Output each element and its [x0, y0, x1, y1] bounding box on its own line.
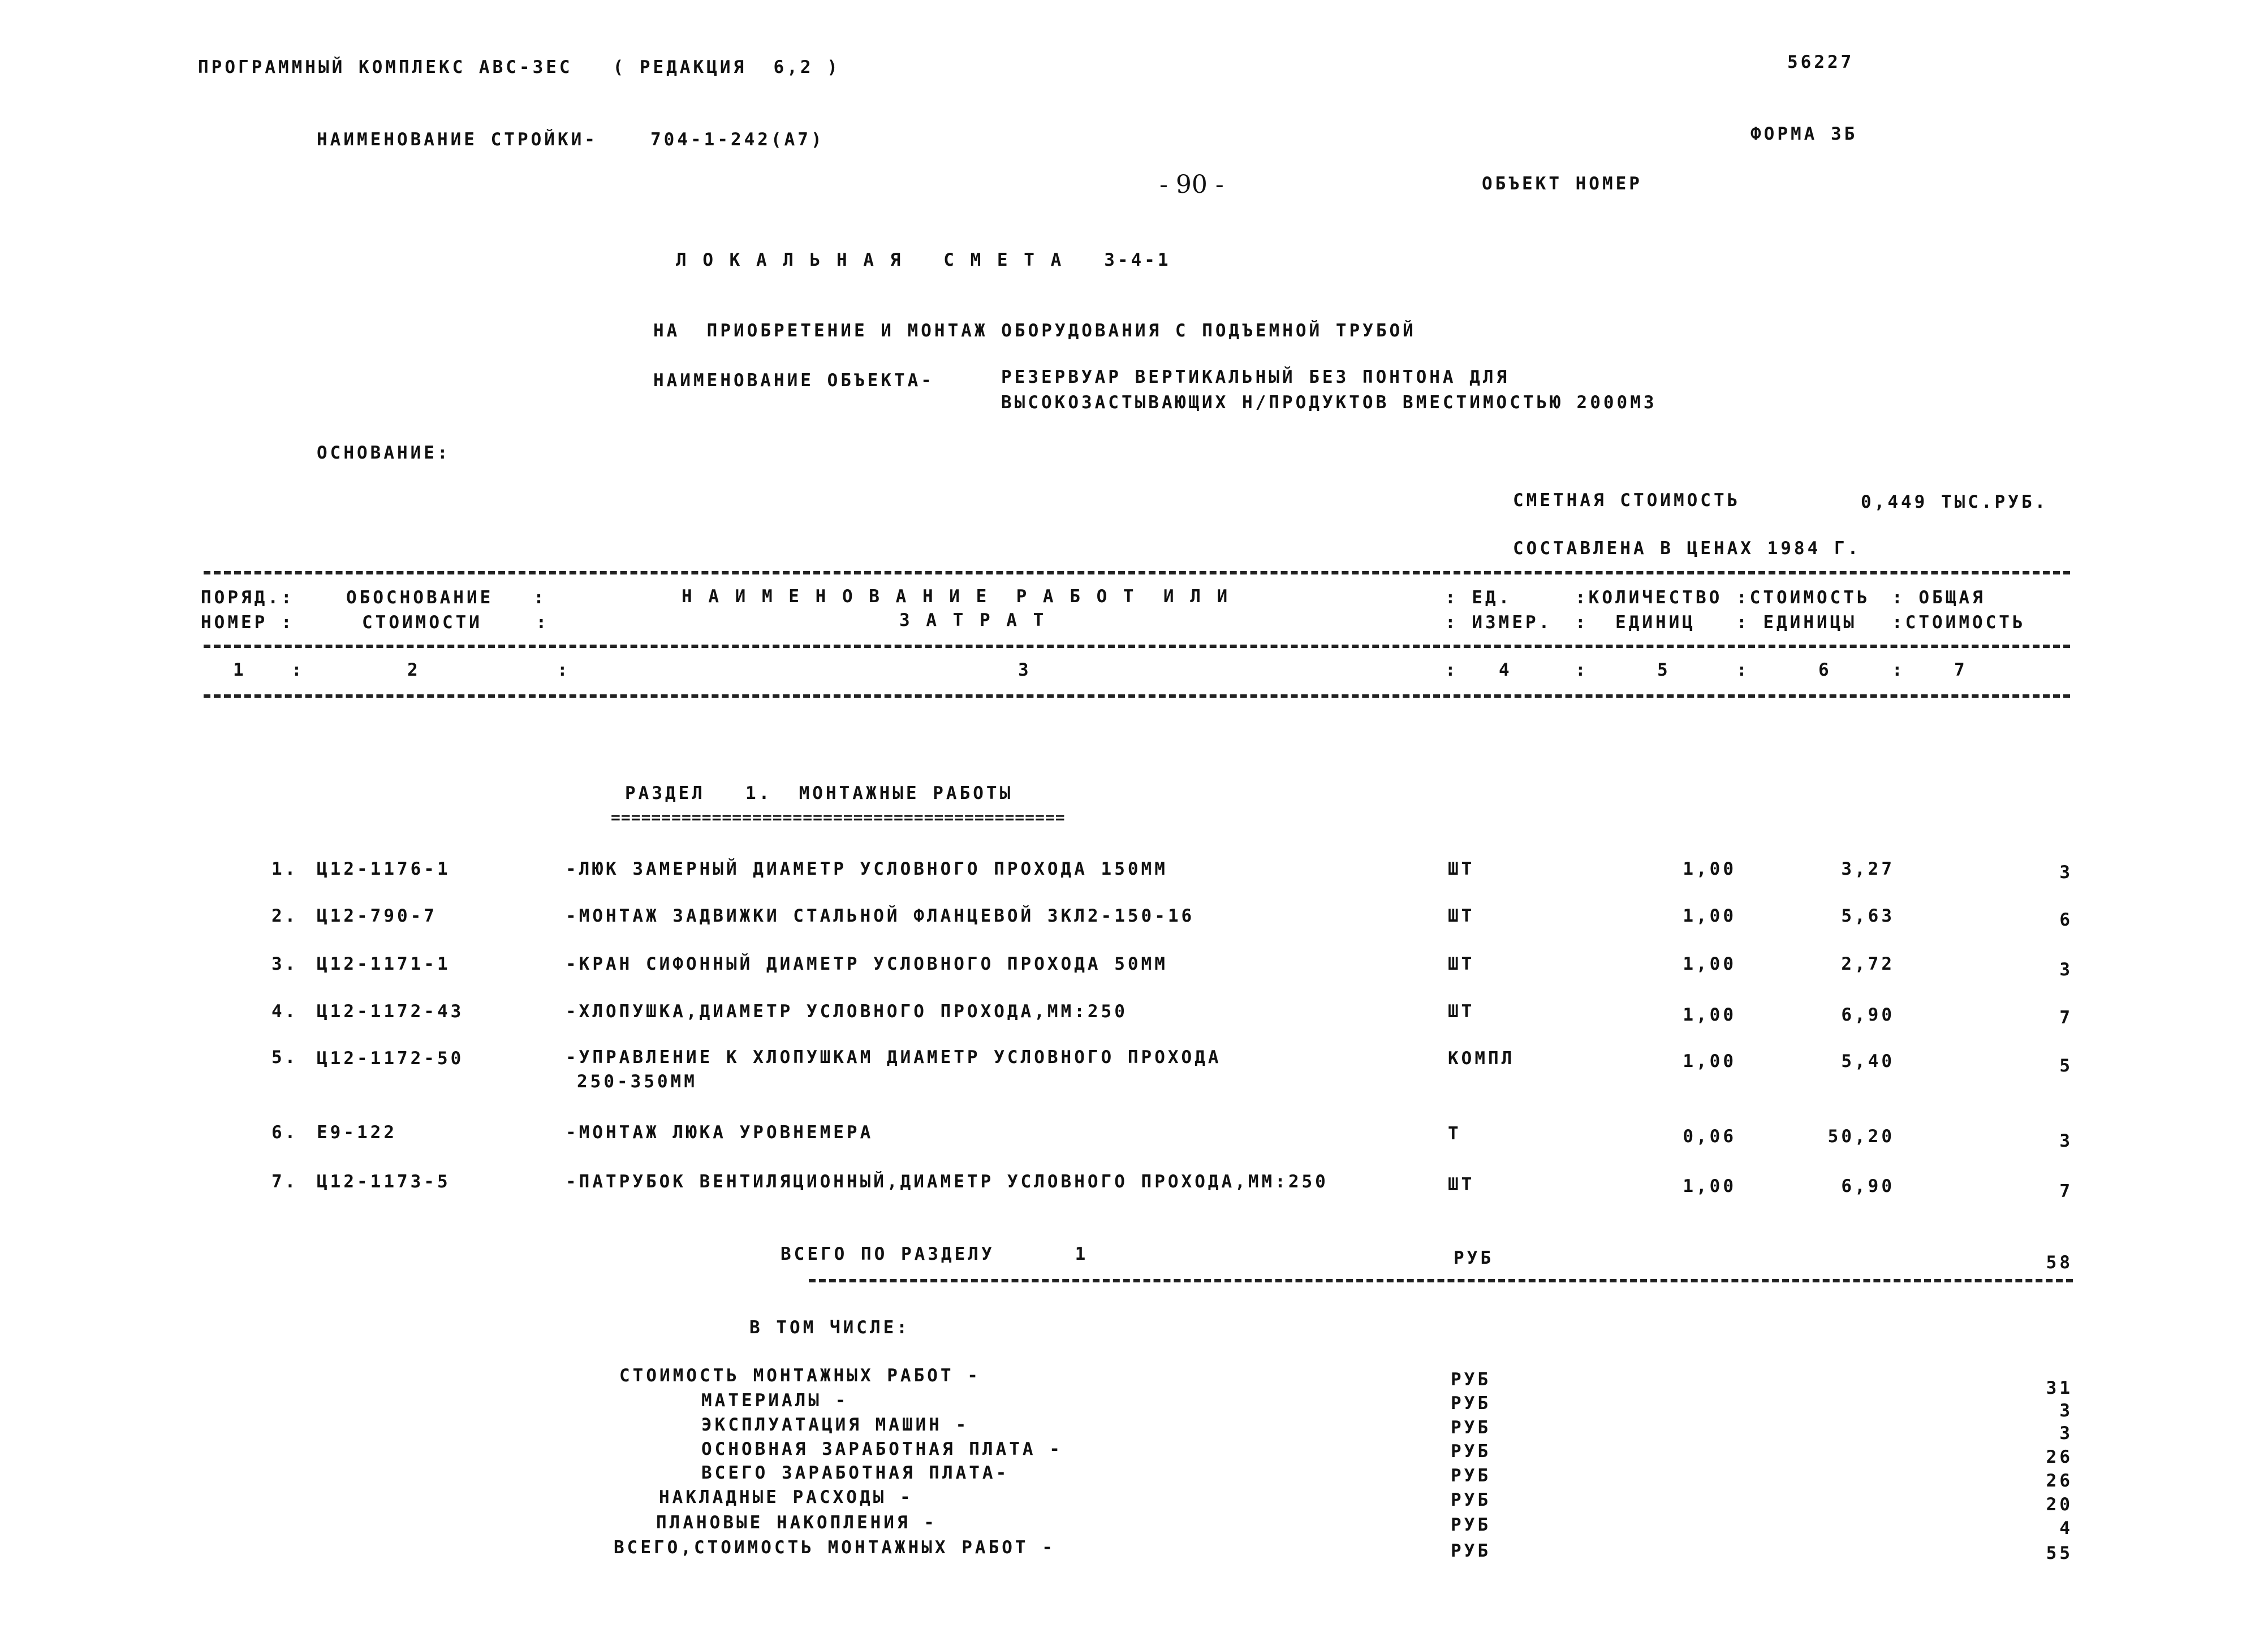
breakdown-installation-cost-value: 31 — [2046, 1378, 2073, 1398]
row-7-unit: ШТ — [1448, 1174, 1475, 1195]
including-label: В ТОМ ЧИСЛЕ: — [749, 1317, 910, 1338]
breakdown-machines: ЭКСПЛУАТАЦИЯ МАШИН - — [701, 1415, 969, 1435]
row-4-code: Ц12-1172-43 — [317, 1001, 464, 1022]
row-5-name-continuation: 250-350ММ — [577, 1071, 697, 1092]
row-1-total: 3 — [2059, 862, 2073, 883]
section-title: РАЗДЕЛ 1. МОНТАЖНЫЕ РАБОТЫ — [625, 783, 1014, 803]
breakdown-base-salary-value: 26 — [2046, 1447, 2073, 1467]
breakdown-base-salary-unit: РУБ — [1451, 1441, 1491, 1462]
row-6-price: 50,20 — [1827, 1126, 1895, 1147]
colnum-3: 3 — [1018, 660, 1032, 680]
object-name-line1: РЕЗЕРВУАР ВЕРТИКАЛЬНЫЙ БЕЗ ПОНТОНА ДЛЯ — [1001, 367, 1510, 387]
section-total-unit: РУБ — [1454, 1248, 1494, 1268]
form-number: ФОРМА 3Б — [1750, 124, 1858, 144]
breakdown-installation-cost-unit: РУБ — [1451, 1369, 1491, 1390]
row-1-price: 3,27 — [1841, 859, 1895, 879]
col-basis-h1: ОБОСНОВАНИЕ : — [346, 587, 547, 608]
page-number: - 90 - — [1159, 170, 1224, 199]
estimate-title: Л О К А Л Ь Н А Я С М Е Т А 3-4-1 — [676, 250, 1171, 270]
row-1-number: 1. — [271, 859, 299, 879]
colsep-2: : — [557, 660, 571, 680]
col-total-h1: : ОБЩАЯ — [1892, 587, 1986, 608]
prices-note: СОСТАВЛЕНА В ЦЕНАХ 1984 Г. — [1513, 538, 1861, 559]
row-2-qty: 1,00 — [1683, 906, 1736, 926]
breakdown-overhead: НАКЛАДНЫЕ РАСХОДЫ - — [659, 1487, 913, 1507]
row-3-total: 3 — [2059, 960, 2073, 980]
row-5-code: Ц12-1172-50 — [317, 1048, 464, 1069]
object-name-label: НАИМЕНОВАНИЕ ОБЪЕКТА- — [653, 370, 934, 391]
object-name-line2: ВЫСОКОЗАСТЫВАЮЩИХ Н/ПРОДУКТОВ ВМЕСТИМОСТЬЮ 2000М3 — [1001, 392, 1657, 413]
row-2-price: 5,63 — [1841, 906, 1895, 926]
breakdown-base-salary: ОСНОВНАЯ ЗАРАБОТНАЯ ПЛАТА - — [701, 1439, 1063, 1459]
breakdown-overhead-unit: РУБ — [1451, 1490, 1491, 1510]
row-6-unit: Т — [1448, 1124, 1461, 1144]
row-2-code: Ц12-790-7 — [317, 906, 437, 926]
colsep-5: : — [1736, 660, 1750, 680]
colsep-1: : — [291, 660, 305, 680]
col-qty-h2: : ЕДИНИЦ — [1575, 612, 1696, 633]
estimated-cost-value: 0,449 ТЫС.РУБ. — [1861, 492, 2049, 512]
table-header-rule — [204, 645, 2070, 648]
row-7-qty: 1,00 — [1683, 1176, 1736, 1196]
row-3-unit: ШТ — [1448, 954, 1475, 974]
row-5-name: -УПРАВЛЕНИЕ К ХЛОПУШКАМ ДИАМЕТР УСЛОВНОГО ПРОХОДА — [566, 1047, 1222, 1068]
row-6-code: Е9-122 — [317, 1122, 397, 1143]
breakdown-total-salary-value: 26 — [2046, 1471, 2073, 1491]
colnum-7: 7 — [1954, 660, 1968, 680]
col-order-h2: НОМЕР : — [201, 612, 295, 633]
breakdown-machines-value: 3 — [2059, 1423, 2073, 1444]
row-3-name: -КРАН СИФОННЫЙ ДИАМЕТР УСЛОВНОГО ПРОХОДА 50ММ — [566, 954, 1168, 974]
row-1-name: -ЛЮК ЗАМЕРНЫЙ ДИАМЕТР УСЛОВНОГО ПРОХОДА 150ММ — [566, 859, 1168, 879]
col-unit-h2: : ИЗМЕР. — [1445, 612, 1553, 633]
colnum-6: 6 — [1818, 660, 1832, 680]
breakdown-planned-savings: ПЛАНОВЫЕ НАКОПЛЕНИЯ - — [656, 1513, 937, 1533]
breakdown-installation-cost: СТОИМОСТЬ МОНТАЖНЫХ РАБОТ - — [619, 1366, 981, 1386]
row-2-unit: ШТ — [1448, 906, 1475, 926]
row-4-price: 6,90 — [1841, 1005, 1895, 1025]
row-1-code: Ц12-1176-1 — [317, 859, 451, 879]
row-7-total: 7 — [2059, 1181, 2073, 1202]
colnum-1: 1 — [233, 660, 247, 680]
building-label: НАИМЕНОВАНИЕ СТРОЙКИ- — [317, 129, 598, 150]
program-name: ПРОГРАММНЫЙ КОМПЛЕКС АВС-ЗЕС ( РЕДАКЦИЯ 6,2 ) — [198, 57, 840, 77]
row-6-number: 6. — [271, 1122, 299, 1143]
row-3-number: 3. — [271, 954, 299, 974]
colsep-6: : — [1892, 660, 1905, 680]
colsep-4: : — [1575, 660, 1589, 680]
row-7-name: -ПАТРУБОК ВЕНТИЛЯЦИОННЫЙ,ДИАМЕТР УСЛОВНОГО ПРОХОДА,ММ:250 — [566, 1172, 1329, 1192]
row-6-qty: 0,06 — [1683, 1126, 1736, 1147]
section-total-rule — [809, 1279, 2073, 1282]
col-basis-h2: СТОИМОСТИ : — [362, 612, 550, 633]
row-1-qty: 1,00 — [1683, 859, 1736, 879]
row-7-code: Ц12-1173-5 — [317, 1172, 451, 1192]
document-number: 56227 — [1787, 52, 1855, 72]
breakdown-machines-unit: РУБ — [1451, 1418, 1491, 1438]
colnum-2: 2 — [407, 660, 421, 680]
colsep-3: : — [1445, 660, 1459, 680]
col-qty-h1: :КОЛИЧЕСТВО — [1575, 587, 1723, 608]
section-underline: ============================================= — [611, 808, 1066, 827]
colnum-4: 4 — [1499, 660, 1512, 680]
breakdown-total-installation: ВСЕГО,СТОИМОСТЬ МОНТАЖНЫХ РАБОТ - — [614, 1537, 1055, 1558]
breakdown-planned-savings-unit: РУБ — [1451, 1515, 1491, 1535]
breakdown-planned-savings-value: 4 — [2059, 1518, 2073, 1539]
breakdown-materials: МАТЕРИАЛЫ - — [701, 1390, 849, 1411]
row-3-price: 2,72 — [1841, 954, 1895, 974]
col-unit-h1: : ЕД. — [1445, 587, 1512, 608]
col-name-h2: З А Т Р А Т — [899, 610, 1047, 630]
row-6-total: 3 — [2059, 1131, 2073, 1151]
row-7-price: 6,90 — [1841, 1176, 1895, 1196]
row-5-qty: 1,00 — [1683, 1051, 1736, 1071]
table-body-rule — [204, 694, 2070, 698]
section-total-label: ВСЕГО ПО РАЗДЕЛУ 1 — [781, 1244, 1089, 1264]
breakdown-total-installation-value: 55 — [2046, 1543, 2073, 1563]
breakdown-total-installation-unit: РУБ — [1451, 1541, 1491, 1561]
row-5-price: 5,40 — [1841, 1051, 1895, 1071]
breakdown-total-salary: ВСЕГО ЗАРАБОТНАЯ ПЛАТА- — [701, 1463, 1010, 1483]
breakdown-materials-value: 3 — [2059, 1401, 2073, 1421]
row-4-unit: ШТ — [1448, 1001, 1475, 1022]
row-2-number: 2. — [271, 906, 299, 926]
row-4-number: 4. — [271, 1001, 299, 1022]
col-price-h1: :СТОИМОСТЬ — [1736, 587, 1870, 608]
row-4-total: 7 — [2059, 1008, 2073, 1028]
row-3-code: Ц12-1171-1 — [317, 954, 451, 974]
purpose-line: НА ПРИОБРЕТЕНИЕ И МОНТАЖ ОБОРУДОВАНИЯ С ПОДЪЕМНОЙ ТРУБОЙ — [653, 321, 1416, 341]
basis-label: ОСНОВАНИЕ: — [317, 443, 451, 463]
row-7-number: 7. — [271, 1172, 299, 1192]
colnum-5: 5 — [1657, 660, 1671, 680]
breakdown-total-salary-unit: РУБ — [1451, 1466, 1491, 1486]
row-2-name: -МОНТАЖ ЗАДВИЖКИ СТАЛЬНОЙ ФЛАНЦЕВОЙ ЗКЛ2-150-16 — [566, 906, 1195, 926]
row-5-unit: КОМПЛ — [1448, 1048, 1515, 1069]
building-code: 704-1-242(А7) — [650, 129, 825, 150]
col-total-h2: :СТОИМОСТЬ — [1892, 612, 2026, 633]
col-name-h1: Н А И М Е Н О В А Н И Е Р А Б О Т И Л И — [682, 586, 1231, 607]
row-5-total: 5 — [2059, 1056, 2073, 1076]
row-2-total: 6 — [2059, 910, 2073, 930]
row-4-qty: 1,00 — [1683, 1005, 1736, 1025]
object-number-label: ОБЪЕКТ НОМЕР — [1482, 174, 1642, 194]
row-3-qty: 1,00 — [1683, 954, 1736, 974]
breakdown-materials-unit: РУБ — [1451, 1393, 1491, 1414]
table-top-rule — [204, 571, 2070, 574]
section-total-value: 58 — [2046, 1252, 2073, 1273]
breakdown-overhead-value: 20 — [2046, 1494, 2073, 1515]
col-order-h1: ПОРЯД.: — [201, 587, 295, 608]
estimated-cost-label: СМЕТНАЯ СТОИМОСТЬ — [1513, 490, 1741, 511]
row-5-number: 5. — [271, 1047, 299, 1068]
row-6-name: -МОНТАЖ ЛЮКА УРОВНЕМЕРА — [566, 1122, 874, 1143]
col-price-h2: : ЕДИНИЦЫ — [1736, 612, 1857, 633]
row-4-name: -ХЛОПУШКА,ДИАМЕТР УСЛОВНОГО ПРОХОДА,ММ:250 — [566, 1001, 1128, 1022]
row-1-unit: ШТ — [1448, 859, 1475, 879]
